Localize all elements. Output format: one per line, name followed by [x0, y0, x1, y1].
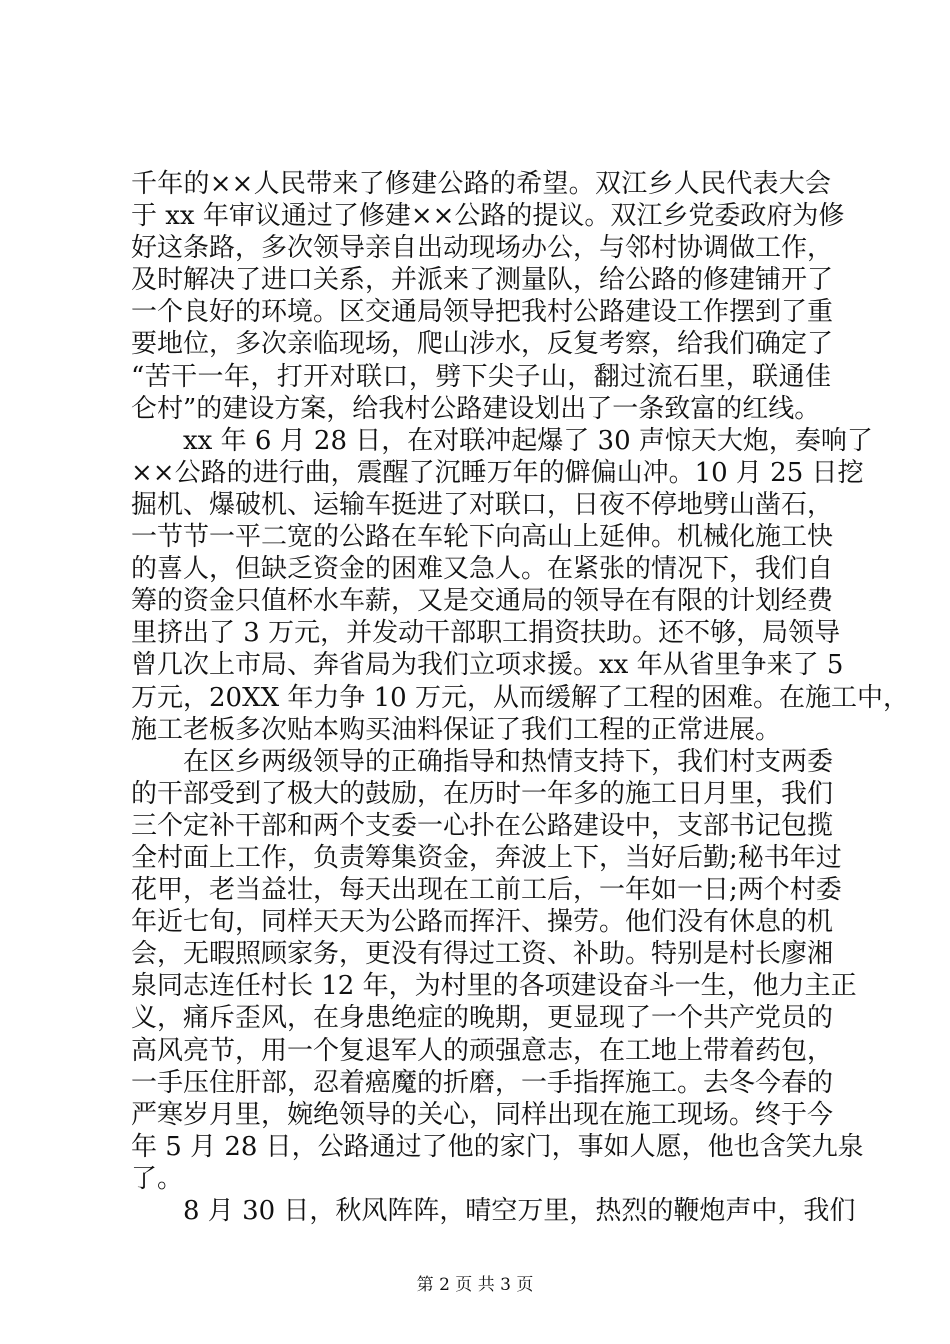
text-line: 的喜人，但缺乏资金的困难又急人。在紧张的情况下，我们自	[131, 554, 834, 585]
text-line: 全村面上工作，负责筹集资金，奔波上下，当好后勤;秘书年过	[131, 842, 842, 873]
text-line: 一手压住肝部，忍着癌魔的折磨，一手指挥施工。去冬今春的	[131, 1067, 834, 1098]
text-line: 花甲，老当益壮，每天出现在工前工后，一年如一日;两个村委	[131, 875, 842, 906]
text-line: 要地位，多次亲临现场，爬山涉水，反复考察，给我们确定了	[131, 329, 834, 360]
text-line: 义，痛斥歪风，在身患绝症的晚期，更显现了一个共产党员的	[131, 1003, 834, 1034]
text-line: 仑村”的建设方案，给我村公路建设划出了一条致富的红线。	[131, 393, 821, 424]
text-line: 一节节一平二宽的公路在车轮下向高山上延伸。机械化施工快	[131, 522, 834, 553]
text-line: 及时解决了进口关系，并派来了测量队，给公路的修建铺开了	[131, 265, 834, 296]
text-line: 施工老板多次贴本购买油料保证了我们工程的正常进展。	[131, 714, 782, 745]
text-line: 了。	[131, 1163, 184, 1194]
text-line: 的干部受到了极大的鼓励，在历时一年多的施工日月里，我们	[131, 778, 834, 809]
text-line: 于 xx 年审议通过了修建××公路的提议。双江乡党委政府为修	[131, 201, 845, 232]
text-line: 会，无暇照顾家务，更没有得过工资、补助。特别是村长廖湘	[131, 939, 834, 970]
text-line: 掘机、爆破机、运输车挺进了对联口，日夜不停地劈山凿石，	[131, 489, 834, 520]
page-footer	[0, 1275, 950, 1295]
text-line: xx 年 6 月 28 日，在对联冲起爆了 30 声惊天大炮，奏响了	[131, 425, 873, 456]
document-body	[131, 168, 909, 1227]
text-line: 一个良好的环境。区交通局领导把我村公路建设工作摆到了重	[131, 297, 834, 328]
text-line: 万元，20XX 年力争 10 万元，从而缓解了工程的困难。在施工中，	[131, 682, 909, 713]
text-line: 里挤出了 3 万元，并发动干部职工捐资扶助。还不够，局领导	[131, 618, 841, 649]
page-number-label: 第 2 页 共 3 页	[416, 1275, 534, 1295]
text-line: 8 月 30 日，秋风阵阵，晴空万里，热烈的鞭炮声中，我们	[131, 1196, 856, 1226]
text-line: 千年的××人民带来了修建公路的希望。双江乡人民代表大会	[131, 169, 831, 199]
text-line: 泉同志连任村长 12 年，为村里的各项建设奋斗一生，他力主正	[131, 971, 857, 1002]
text-line: 高风亮节，用一个复退军人的顽强意志，在工地上带着药包，	[131, 1035, 834, 1066]
text-line: 曾几次上市局、奔省局为我们立项求援。xx 年从省里争来了 5	[131, 650, 844, 681]
text-line: 筹的资金只值杯水车薪，又是交通局的领导在有限的计划经费	[131, 586, 834, 617]
text-line: “苦干一年，打开对联口，劈下尖子山，翻过流石里，联通佳	[131, 361, 831, 392]
text-line: ××公路的进行曲，震醒了沉睡万年的僻偏山冲。10 月 25 日挖	[131, 457, 864, 488]
text-line: 三个定补干部和两个支委一心扑在公路建设中，支部书记包揽	[131, 810, 834, 841]
text-line: 在区乡两级领导的正确指导和热情支持下，我们村支两委	[131, 746, 834, 777]
text-line: 好这条路，多次领导亲自出动现场办公，与邻村协调做工作，	[131, 233, 834, 264]
text-line: 年 5 月 28 日，公路通过了他的家门，事如人愿，他也含笑九泉	[131, 1131, 864, 1162]
text-line: 严寒岁月里，婉绝领导的关心，同样出现在施工现场。终于今	[131, 1099, 834, 1130]
text-line: 年近七旬，同样天天为公路而挥汗、操劳。他们没有休息的机	[131, 907, 834, 938]
